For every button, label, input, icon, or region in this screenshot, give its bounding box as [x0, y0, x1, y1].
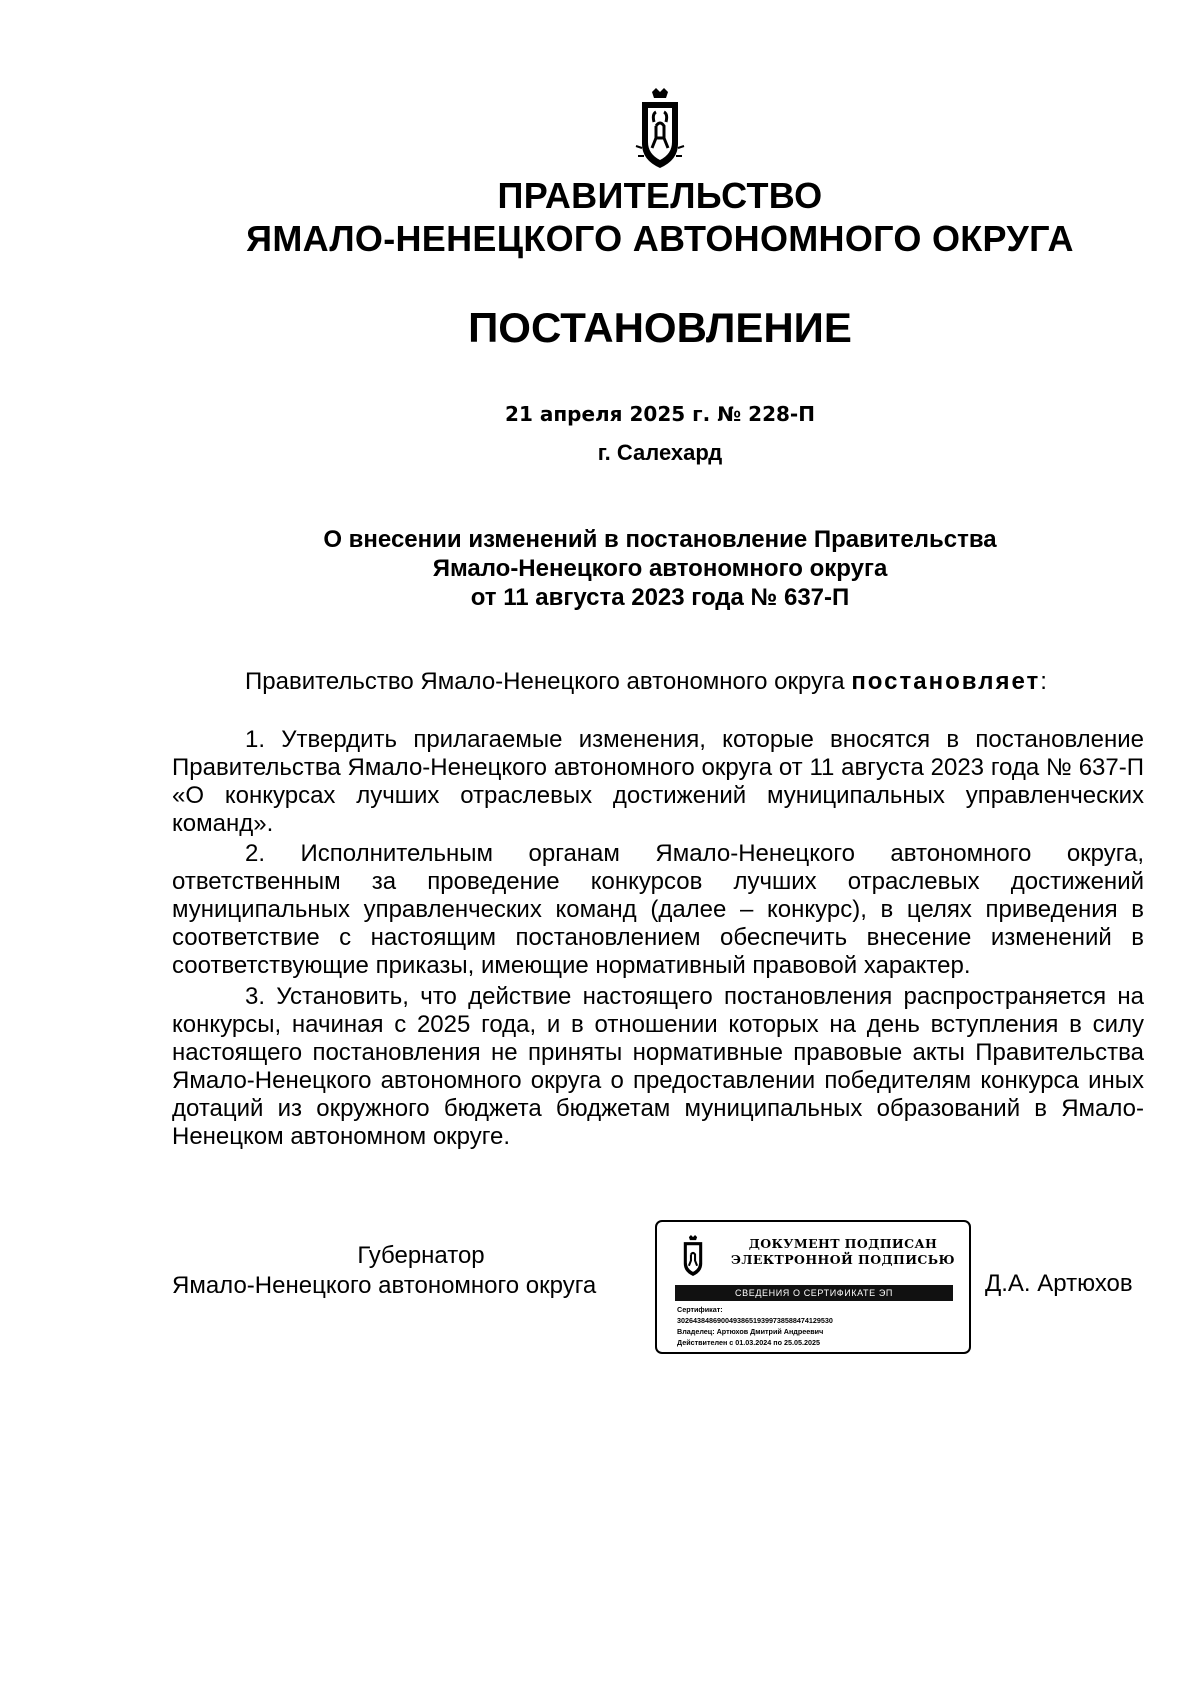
stamp-validity: Действителен с 01.03.2024 по 25.05.2025: [677, 1338, 820, 1347]
organization-name: ПРАВИТЕЛЬСТВО: [497, 175, 823, 216]
preamble-end: :: [1040, 668, 1047, 695]
electronic-signature-stamp: [655, 1220, 971, 1354]
subject-line: от 11 августа 2023 года № 637-П: [470, 584, 850, 611]
paragraph-2: [172, 840, 1144, 980]
paragraph-text: 3. Установить, что действие настоящего постановления распространяется на конкурсы, начиная с 2025 года, и в отношении которых на день вступления в силу настоящего постановления не приняты нормативные правовые акты Правительства Ямало-Ненецкого автономного округа о предоставлении победителям конкурса иных дотаций из окружного бюджета бюджетам муниципальных образований в Ямало-Ненецком автономном округе.: [172, 983, 1144, 1150]
stamp-certificate-bar: СВЕДЕНИЯ О СЕРТИФИКАТЕ ЭП: [675, 1285, 953, 1301]
coat-of-arms-icon: [634, 86, 686, 172]
paragraph-3: [172, 983, 1144, 1151]
subject-line: Ямало-Ненецкого автономного округа: [432, 555, 888, 582]
paragraph-1: [172, 726, 1144, 838]
signatory-position: Губернатор: [357, 1242, 485, 1269]
stamp-heading: [723, 1236, 963, 1268]
stamp-certificate-info: [677, 1304, 833, 1348]
preamble-keyword: постановляет: [851, 668, 1041, 695]
signatory-name: Д.А. Артюхов: [985, 1270, 1133, 1297]
stamp-cert-label: Сертификат:: [677, 1305, 723, 1314]
stamp-heading-line: ДОКУМЕНТ ПОДПИСАН: [748, 1236, 938, 1251]
signatory-title: [172, 1241, 640, 1301]
preamble: [245, 668, 1047, 696]
coat-of-arms-icon: [679, 1234, 707, 1278]
document-type: ПОСТАНОВЛЕНИЕ: [468, 304, 852, 351]
stamp-heading-line: ЭЛЕКТРОННОЙ ПОДПИСЬЮ: [731, 1252, 955, 1267]
preamble-text: Правительство Ямало-Ненецкого автономного округа: [245, 668, 852, 695]
organization-region: ЯМАЛО-НЕНЕЦКОГО АВТОНОМНОГО ОКРУГА: [246, 218, 1074, 259]
document-city: г. Салехард: [597, 440, 723, 465]
subject-line: О внесении изменений в постановление Правительства: [323, 526, 997, 553]
stamp-cert-number: 302643848690049386519399738588474129530: [677, 1316, 833, 1325]
document-date-number: 21 апреля 2025 г. № 228-П: [505, 402, 815, 426]
paragraph-text: 2. Исполнительным органам Ямало-Ненецкого автономного округа, ответственным за проведение конкурсов лучших отраслевых достижений муниципальных управленческих команд (далее – конкурс), в целях приведения в соответствие с настоящим постановлением обеспечить внесение изменений в соответствующие приказы, имеющие нормативный правовой характер.: [172, 840, 1144, 979]
signatory-region: Ямало-Ненецкого автономного округа: [172, 1272, 597, 1299]
document-subject: [60, 525, 1200, 612]
stamp-owner: Владелец: Артюхов Дмитрий Андреевич: [677, 1327, 824, 1336]
paragraph-text: 1. Утвердить прилагаемые изменения, которые вносятся в постановление Правительства Ямало-Ненецкого автономного округа от 11 августа 2023 года № 637-П «О конкурсах лучших отраслевых достижений муниципальных управленческих команд».: [172, 726, 1144, 837]
